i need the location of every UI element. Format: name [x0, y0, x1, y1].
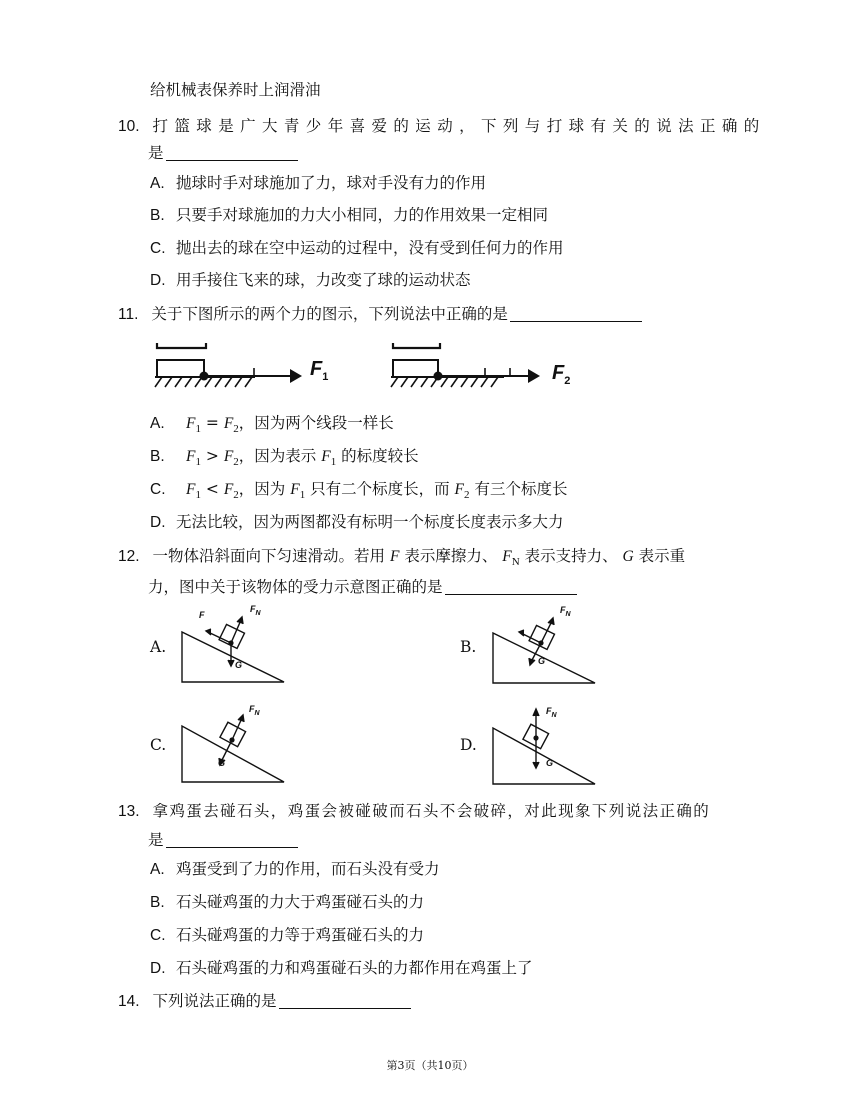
q12a-f-label: F [199, 610, 205, 620]
q13-option-a: A. 鸡蛋受到了力的作用，而石头没有受力 [150, 860, 440, 878]
answer-blank [510, 305, 642, 322]
question-14: 14. 下列说法正确的是 [118, 990, 411, 1013]
q11-option-d: D. 无法比较，因为两图都没有标明一个标度长度表示多大力 [150, 513, 564, 531]
q11-option-c: C. $F_1 < F_2$，因为 $F_1$ 只有二个标度长，而 $F_2$ 有三个标度长 [150, 480, 568, 502]
q12b-fn-label: $F_N$ [560, 605, 571, 618]
q12d-fn-label: $F_N$ [546, 706, 557, 719]
q13-option-b: B. 石头碰鸡蛋的力大于鸡蛋碰石头的力 [150, 893, 425, 911]
q10-option-c: C. 抛出去的球在空中运动的过程中，没有受到任何力的作用 [150, 239, 564, 257]
answer-blank [166, 831, 298, 848]
q11-option-a: A. $F_1 = F_2$，因为两个线段一样长 [150, 414, 394, 436]
answer-blank [445, 578, 577, 595]
q10-option-a: A. 抛球时手对球施加了力，球对手没有力的作用 [150, 174, 487, 192]
q12-option-d-letter: D. [460, 736, 477, 754]
f2-label: $F_2$ [552, 362, 571, 387]
q12-option-c-letter: C. [150, 736, 167, 754]
question-13: 13. 拿鸡蛋去碰石头，鸡蛋会被碰破而石头不会破碎，对此现象下列说法正确的 [118, 802, 711, 820]
q10-option-b: B. 只要手对球施加的力大小相同，力的作用效果一定相同 [150, 206, 549, 224]
question-12: 12. 一物体沿斜面向下匀速滑动。若用 F 表示摩擦力、 $F_N$ 表示支持力、 G 表示重 [118, 547, 686, 569]
q12-option-c-figure [178, 706, 288, 784]
question-10-stem-line2 [148, 142, 298, 164]
q12-option-a-figure [178, 606, 288, 684]
force-diagram-f1 [155, 343, 302, 387]
answer-blank [166, 144, 298, 161]
q12a-fn-label: $F_N$ [250, 604, 261, 617]
force-diagram-f2 [391, 343, 540, 387]
q12-option-b-letter: B. [460, 638, 477, 656]
q12-option-d-figure [489, 704, 599, 786]
question-stem-line2: 是 [148, 144, 164, 162]
q12b-g-label: G [538, 656, 546, 666]
answer-blank [279, 992, 411, 1009]
q13-option-d: D. 石头碰鸡蛋的力和鸡蛋碰石头的力都作用在鸡蛋上了 [150, 959, 533, 977]
q12-option-a-letter: A. [150, 638, 167, 656]
question-10 [118, 115, 766, 138]
force-diagrams-figure [150, 335, 590, 405]
q12-option-b-figure [489, 607, 599, 685]
q12c-g-label: G [218, 758, 226, 768]
q11-option-b: B. $F_1 > F_2$，因为表示 $F_1$ 的标度较长 [150, 447, 419, 469]
question-13-stem-line2: 是 [148, 829, 298, 851]
question-stem: 打篮球是广大青少年喜爱的运动，下列与打球有关的说法正确的 [152, 117, 766, 135]
q12d-g-label: G [546, 758, 554, 768]
q13-option-c: C. 石头碰鸡蛋的力等于鸡蛋碰石头的力 [150, 926, 425, 944]
question-12-stem-line2: 力，图中关于该物体的受力示意图正确的是 [148, 576, 577, 598]
page-footer: 第3页（共10页） [386, 1059, 474, 1072]
f1-label: $F_1$ [310, 358, 329, 383]
question-number: 10. [118, 118, 140, 135]
prev-option-continuation: 给机械表保养时上润滑油 [150, 81, 321, 99]
q10-option-d: D. 用手接住飞来的球，力改变了球的运动状态 [150, 271, 471, 289]
q12a-g-label: G [235, 660, 243, 670]
question-11: 11. 关于下图所示的两个力的图示，下列说法中正确的是 [118, 303, 642, 326]
q12c-fn-label: $F_N$ [249, 704, 260, 717]
